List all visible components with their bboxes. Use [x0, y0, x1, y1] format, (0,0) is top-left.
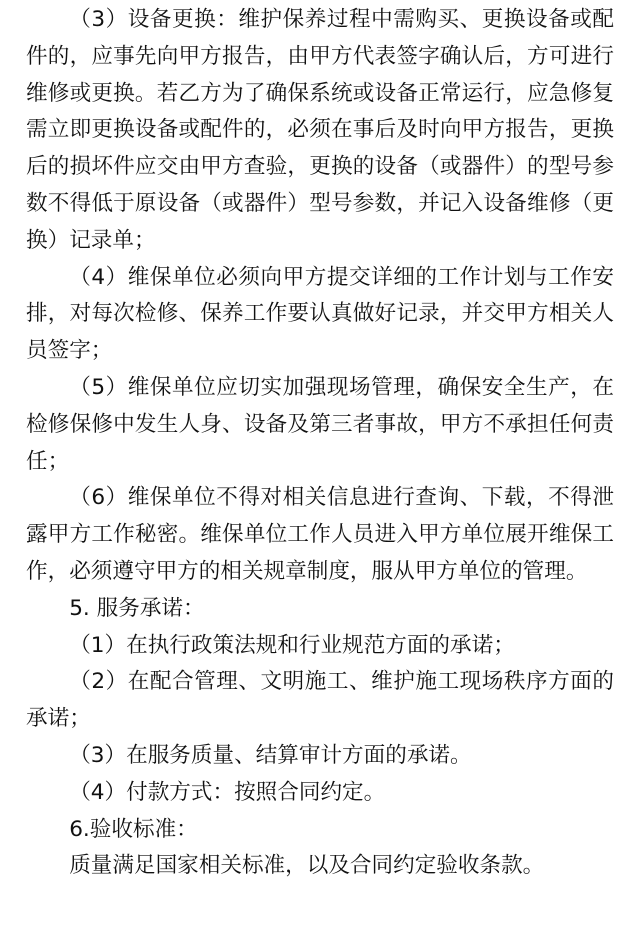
- section-heading-service-commitment: 5. 服务承诺：: [69, 595, 205, 621]
- paragraph-commitment-quality: （3）在服务质量、结算审计方面的承诺。: [69, 742, 472, 768]
- document-body: [26, 2, 614, 885]
- paragraph-equipment-replacement: （3）设备更换：维护保养过程中需购买、更换设备或配件的，应事先向甲方报告，由甲方代表签字确认后，方可进行维修或更换。若乙方为了确保系统或设备正常运行，应急修复需立即更换设备或配件的，必须在事后及时向甲方报告，更换后的损坏件应交由甲方查验，更换的设备（或器件）的型号参数不得低于原设备（或器件）型号参数，并记入设备维修（更换）记录单；: [26, 7, 614, 253]
- paragraph-payment-method: （4）付款方式：按照合同约定。: [69, 779, 386, 805]
- paragraph-commitment-policy: （1）在执行政策法规和行业规范方面的承诺；: [69, 632, 515, 658]
- paragraph-work-plan: （4）维保单位必须向甲方提交详细的工作计划与工作安排，对每次检修、保养工作要认真做好记录，并交甲方相关人员签字；: [26, 264, 614, 364]
- paragraph-confidentiality: （6）维保单位不得对相关信息进行查询、下载，不得泄露甲方工作秘密。维保单位工作人员进入甲方单位展开维保工作，必须遵守甲方的相关规章制度，服从甲方单位的管理。: [26, 485, 614, 584]
- paragraph-acceptance-standard: 质量满足国家相关标准，以及合同约定验收条款。: [69, 853, 545, 879]
- paragraph-commitment-construction: （2）在配合管理、文明施工、维护施工现场秩序方面的承诺；: [26, 669, 614, 732]
- section-heading-acceptance-standard: 6.验收标准：: [69, 816, 198, 842]
- paragraph-site-management: （5）维保单位应切实加强现场管理，确保安全生产，在检修保修中发生人身、设备及第三者事故，甲方不承担任何责任；: [26, 374, 614, 474]
